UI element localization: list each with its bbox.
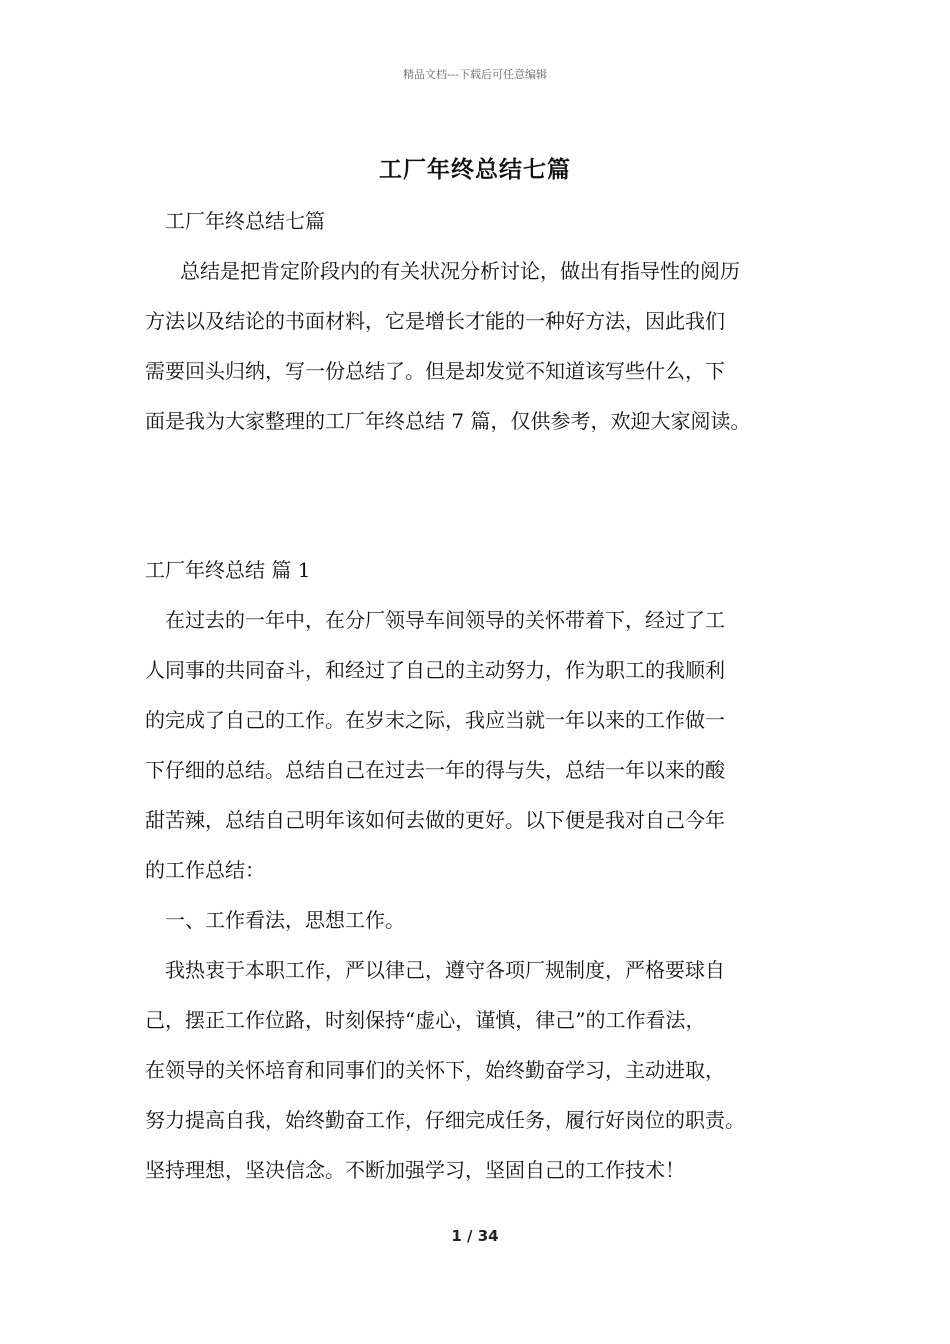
subsection-heading: 一、工作看法，思想工作。 bbox=[165, 908, 405, 932]
paragraph-line: 面是我为大家整理的工厂年终总结 7 篇，仅供参考，欢迎大家阅读。 bbox=[145, 409, 751, 433]
paragraph-line: 方法以及结论的书面材料，它是增长才能的一种好方法，因此我们 bbox=[145, 309, 725, 333]
paragraph-line: 需要回头归纳，写一份总结了。但是却发觉不知道该写些什么，下 bbox=[145, 359, 725, 383]
paragraph-line: 总结是把肯定阶段内的有关状况分析讨论，做出有指导性的阅历 bbox=[180, 259, 740, 283]
section-1 bbox=[145, 545, 835, 1195]
paragraph-line: 我热衷于本职工作，严以律己，遵守各项厂规制度，严格要球自 bbox=[165, 958, 725, 982]
paragraph-line: 人同事的共同奋斗，和经过了自己的主动努力，作为职工的我顺利 bbox=[145, 658, 725, 682]
paragraph-line: 的工作总结： bbox=[145, 858, 265, 882]
subtitle-line: 工厂年终总结七篇 bbox=[165, 209, 325, 233]
paragraph-line: 努力提高自我，始终勤奋工作，仔细完成任务，履行好岗位的职责。 bbox=[145, 1108, 745, 1132]
paragraph-line: 下仔细的总结。总结自己在过去一年的得与失，总结一年以来的酸 bbox=[145, 758, 725, 782]
paragraph-line: 己，摆正工作位路，时刻保持“虚心，谨慎，律己”的工作看法， bbox=[145, 1008, 706, 1032]
section-heading: 工厂年终总结 篇 1 bbox=[145, 558, 311, 582]
paragraph-line: 在领导的关怀培育和同事们的关怀下，始终勤奋学习，主动进取， bbox=[145, 1058, 725, 1082]
paragraph-line: 甜苦辣，总结自己明年该如何去做的更好。以下便是我对自己今年 bbox=[145, 808, 725, 832]
paragraph-line: 的完成了自己的工作。在岁末之际，我应当就一年以来的工作做一 bbox=[145, 708, 725, 732]
paragraph-line: 坚持理想，坚决信念。不断加强学习，坚固自己的工作技术！ bbox=[145, 1158, 685, 1182]
page-number: 1 / 34 bbox=[451, 1227, 499, 1245]
paragraph-line: 在过去的一年中，在分厂领导车间领导的关怀带着下，经过了工 bbox=[165, 608, 725, 632]
document-title: 工厂年终总结七篇 bbox=[379, 156, 571, 183]
header-note: 精品文档---下载后可任意编辑 bbox=[403, 68, 547, 81]
intro-section bbox=[145, 196, 835, 446]
